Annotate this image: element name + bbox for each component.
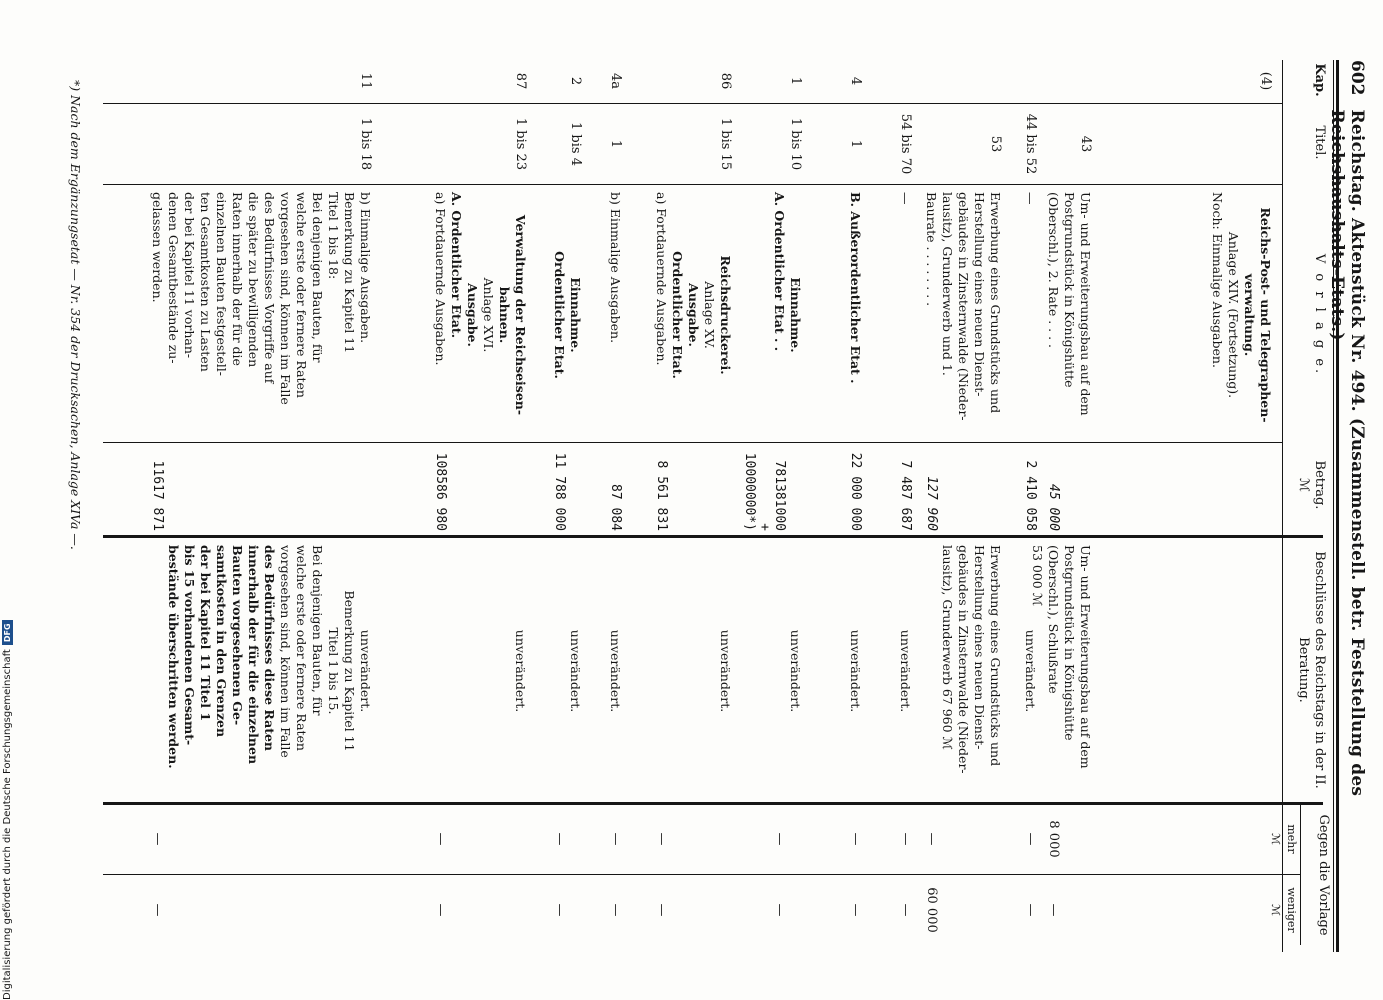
row-description-line: Ordentlicher Etat.	[552, 251, 567, 379]
row-description-line: ten Gesamtkosten zu Lasten	[198, 192, 213, 372]
row-description-line: des Bedürfnisses Vorgriffe auf	[262, 192, 277, 384]
row-beschluss-line: unverändert.	[788, 629, 803, 713]
row-description-line: welche erste oder fernere Raten	[294, 192, 309, 398]
row-weniger: —	[898, 903, 913, 917]
row-description-line: Titel 1 bis 18:	[326, 192, 341, 280]
row-titel: 1 bis 23	[513, 117, 528, 171]
row-titel: 1 bis 4	[568, 122, 583, 166]
row-weniger: —	[1023, 903, 1038, 917]
row-beschluss-line: 53 000 ℳ	[1030, 545, 1045, 607]
col-header-kap: Kap.	[1312, 63, 1327, 97]
page-number: 602	[1347, 60, 1367, 96]
row-description-line: b) Einmalige Ausgaben.	[608, 192, 623, 344]
row-beschluss	[1029, 545, 1093, 797]
row-beschluss	[607, 545, 623, 797]
row-betrag: 108586 980	[433, 452, 448, 531]
row-kap: 11	[358, 72, 373, 90]
row-weniger: —	[552, 903, 567, 917]
row-mehr: —	[898, 832, 913, 846]
col-header-mehr-unit: ℳ	[1269, 833, 1282, 845]
row-description-line: Reichsdruckerei.	[718, 255, 733, 375]
row-beschluss	[1022, 545, 1038, 797]
row-description-line: a) Fortdauernde Ausgaben.	[433, 192, 448, 366]
row-mehr: —	[552, 832, 567, 846]
row-description-line: Ausgabe.	[465, 283, 480, 347]
row-beschluss-line: des Bedürfnisses diese Raten	[262, 545, 277, 752]
header-rule-thin	[1333, 60, 1334, 952]
page-title: Reichstag. Aktenstück Nr. 494. (Zusammenstell. betr. Feststellung des Reichshaushalts-Etats.)	[1327, 109, 1367, 797]
row-beschluss-line: unverändert.	[358, 629, 373, 713]
rule-vorlage	[103, 442, 1283, 443]
col-header-betrag-unit: ℳ	[1296, 478, 1311, 492]
row-description-line: Anlage XV.	[702, 281, 717, 349]
row-weniger: —	[1046, 903, 1061, 917]
row-description	[653, 192, 733, 438]
row-description-line: bahnen.	[497, 286, 512, 344]
row-description-line: denen Gesamtbestände zu-	[166, 192, 181, 364]
col-header-mehr	[1267, 805, 1299, 873]
row-mehr: —	[654, 832, 669, 846]
row-description	[607, 192, 623, 438]
row-description-line: —	[1023, 192, 1038, 205]
rule-kap	[103, 103, 1283, 104]
row-beschluss-line: bis 15 vorhandenen Gesamt-	[182, 545, 197, 746]
row-beschluss-line: bestände überschritten werden.	[166, 545, 181, 769]
row-betrag: 781381000 + 10000000*)	[742, 452, 787, 531]
row-weniger: —	[433, 903, 448, 917]
row-titel: 54 bis 70	[898, 113, 913, 175]
row-description-line: der bei Kapitel 11 vorhan-	[182, 192, 197, 359]
row-description-line: Bemerkung zu Kapitel 11	[342, 192, 357, 354]
row-betrag: 87 084	[608, 484, 623, 531]
rule-mehr	[103, 874, 1301, 875]
row-mehr: —	[150, 832, 165, 846]
col-header-weniger-unit: ℳ	[1269, 904, 1282, 916]
row-beschluss-line: Bemerkung zu Kapitel 11	[342, 590, 357, 752]
row-mehr: —	[848, 832, 863, 846]
row-description-line: a) Fortdauernde Ausgaben.	[654, 192, 669, 366]
row-beschluss-line: vorgesehen sind, können im Falle	[278, 545, 293, 758]
row-beschluss-line: der bei Kapitel 11 Titel 1	[198, 545, 213, 722]
row-description-line: Ordentlicher Etat.	[670, 251, 685, 379]
row-beschluss	[847, 545, 863, 797]
row-description-line: Einnahme.	[568, 277, 583, 353]
row-beschluss	[165, 545, 373, 797]
row-description-line: Bei denjenigen Bauten, für	[310, 192, 325, 363]
header-bottom-rule	[1282, 60, 1283, 952]
row-description-line: vorgesehen sind, können im Falle	[278, 192, 293, 405]
row-betrag: 22 000 000	[848, 452, 863, 531]
row-description-line: Anlage XVI.	[481, 277, 496, 353]
row-description	[432, 192, 528, 438]
footnote: *) Nach dem Ergänzungsetat — Nr. 354 der Drucksachen, Anlage XIVa —.	[68, 80, 83, 550]
row-beschluss	[567, 545, 583, 797]
row-betrag: 45 000	[1046, 484, 1061, 531]
row-betrag: 7 487 687	[898, 460, 913, 531]
row-mehr: 8 000	[1046, 820, 1061, 858]
row-description-line: (Oberschl.), 2. Rate . . . .	[1046, 192, 1061, 349]
col-header-betrag	[1295, 445, 1327, 525]
row-titel: 43	[1078, 135, 1093, 153]
row-weniger: —	[150, 903, 165, 917]
row-description-line: gebäudes in Zinsternwalde (Nieder-	[956, 192, 971, 421]
row-kap: 4	[848, 76, 863, 86]
col-header-betrag-label: Betrag.	[1312, 460, 1327, 510]
row-titel: 1 bis 18	[358, 117, 373, 171]
row-betrag: 127 960	[924, 476, 939, 531]
row-kap: 86	[718, 72, 733, 90]
row-titel: 44 bis 52	[1023, 113, 1038, 175]
row-beschluss-line: unverändert.	[848, 629, 863, 713]
row-kap: 4a	[608, 72, 623, 90]
row-description	[847, 192, 863, 438]
row-description-line: verwaltung.	[1242, 273, 1257, 357]
row-titel: 1 bis 10	[788, 117, 803, 171]
digitization-note-text: Digitalisierung gefördert durch die Deutsche Forschungsgemeinschaft	[2, 649, 13, 1000]
row-description-line: Postgrundstück in Königshütte	[1062, 192, 1077, 388]
row-kap: (4)	[1258, 71, 1273, 91]
row-kap: 1	[788, 76, 803, 86]
row-description-line: Noch: Einmalige Ausgaben.	[1210, 192, 1225, 368]
row-description	[771, 192, 803, 438]
row-description-line: Baurate . . . . . . . .	[924, 192, 939, 307]
col-header-gegen: Gegen die Vorlage	[1316, 814, 1331, 936]
row-beschluss-line: unverändert.	[898, 629, 913, 713]
row-kap: 87	[513, 72, 528, 90]
row-description	[897, 192, 913, 438]
row-mehr: —	[772, 832, 787, 846]
row-description-line: b) Einmalige Ausgaben.	[358, 192, 373, 344]
row-description-line: Reichs-Post- und Telegraphen-	[1258, 207, 1273, 423]
header-rule	[1336, 60, 1339, 952]
rule-betrag	[103, 535, 1323, 538]
rule-gegen	[1300, 805, 1301, 945]
row-description	[1045, 192, 1093, 438]
row-weniger: 60 000	[924, 887, 939, 933]
row-beschluss	[787, 545, 803, 797]
row-description-line: lausitz), Grunderwerb und 1.	[940, 192, 955, 376]
row-description-line: einzelnen Bauten festgestell-	[214, 192, 229, 376]
row-beschluss-line: unverändert.	[568, 629, 583, 713]
row-betrag: 11617 871	[150, 460, 165, 531]
row-weniger: —	[772, 903, 787, 917]
row-beschluss-line: (Oberschl.), Schlußrate	[1046, 545, 1061, 694]
row-description-line: gelassen werden.	[150, 192, 165, 303]
row-description	[923, 192, 1003, 438]
row-description-line: Raten innerhalb der für die	[230, 192, 245, 366]
dfg-logo-icon: DFG	[2, 620, 13, 645]
row-titel: 1 bis 15	[718, 117, 733, 171]
row-beschluss-line: unverändert.	[513, 629, 528, 713]
row-beschluss-line: unverändert.	[718, 629, 733, 713]
row-beschluss-line: gebäudes in Zinsternwalde (Nieder-	[956, 545, 971, 774]
row-description	[1209, 192, 1273, 438]
col-header-vorlage: V o r l a g e.	[1312, 253, 1327, 377]
row-description-line: —	[898, 192, 913, 205]
row-description-line: A. Ordentlicher Etat.	[449, 192, 464, 339]
row-titel: 1	[848, 139, 863, 149]
row-beschluss-line: unverändert.	[1023, 629, 1038, 713]
row-betrag: 8 561 831	[654, 460, 669, 531]
row-description	[1022, 192, 1038, 438]
row-beschluss-line: Um- und Erweiterungsbau auf dem	[1078, 545, 1093, 769]
row-description-line: Verwaltung der Reichseisen-	[513, 214, 528, 416]
row-beschluss-line: samtkosten in den Grenzen	[214, 545, 229, 738]
row-description	[149, 192, 373, 438]
row-titel: 53	[988, 135, 1003, 153]
row-betrag: 2 410 058	[1023, 460, 1038, 531]
row-description-line: B. Außerordentlicher Etat .	[848, 192, 863, 384]
row-description-line: die später zu bewilligenden	[246, 192, 261, 368]
row-beschluss	[897, 545, 913, 797]
row-description-line: Ausgabe.	[686, 283, 701, 347]
row-weniger: —	[848, 903, 863, 917]
row-beschluss	[717, 545, 733, 797]
col-header-weniger-label: weniger	[1285, 887, 1298, 933]
row-description	[551, 192, 583, 438]
row-description-line: Erwerbung eines Grundstücks und	[988, 192, 1003, 414]
row-beschluss	[939, 545, 1003, 797]
col-header-weniger	[1267, 876, 1299, 944]
row-beschluss-line: unverändert.	[608, 629, 623, 713]
row-beschluss-line: lausitz), Grunderwerb 67 960 ℳ	[940, 545, 955, 750]
row-description-line: A. Ordentlicher Etat . .	[772, 192, 787, 352]
row-weniger: —	[654, 903, 669, 917]
row-kap: 2	[568, 76, 583, 86]
row-beschluss-line: Herstellung eines neuen Dienst-	[972, 545, 987, 750]
row-beschluss-line: welche erste oder fernere Raten	[294, 545, 309, 751]
row-beschluss	[512, 545, 528, 797]
row-beschluss-line: Bauten vorgesehenen Ge-	[230, 545, 245, 726]
row-description-line: Herstellung eines neuen Dienst-	[972, 192, 987, 397]
row-beschluss-line: Titel 1 bis 15.	[326, 627, 341, 715]
row-beschluss-line: Postgrundstück in Königshütte	[1062, 545, 1077, 741]
row-beschluss-line: Erwerbung eines Grundstücks und	[988, 545, 1003, 767]
col-header-mehr-label: mehr	[1285, 824, 1298, 854]
rule-beschluesse	[103, 802, 1323, 805]
row-mehr: —	[433, 832, 448, 846]
col-header-titel: Titel.	[1312, 125, 1327, 160]
row-mehr: —	[608, 832, 623, 846]
row-description-line: Einnahme.	[788, 277, 803, 353]
row-description-line: Um- und Erweiterungsbau auf dem	[1078, 192, 1093, 416]
row-mehr: —	[1023, 832, 1038, 846]
row-weniger: —	[608, 903, 623, 917]
col-header-beschluesse: Beschlüsse des Reichstags in der II. Beratung.	[1296, 551, 1327, 789]
row-beschluss-line: Bei denjenigen Bauten, für	[310, 545, 325, 716]
rule-titel	[103, 184, 1283, 185]
row-titel: 1	[608, 139, 623, 149]
row-beschluss-line: innerhalb der für die einzelnen	[246, 545, 261, 765]
row-betrag: 11 788 000	[552, 452, 567, 531]
row-description-line: Anlage XIV. (Fortsetzung).	[1226, 231, 1241, 399]
row-mehr: —	[924, 832, 939, 846]
